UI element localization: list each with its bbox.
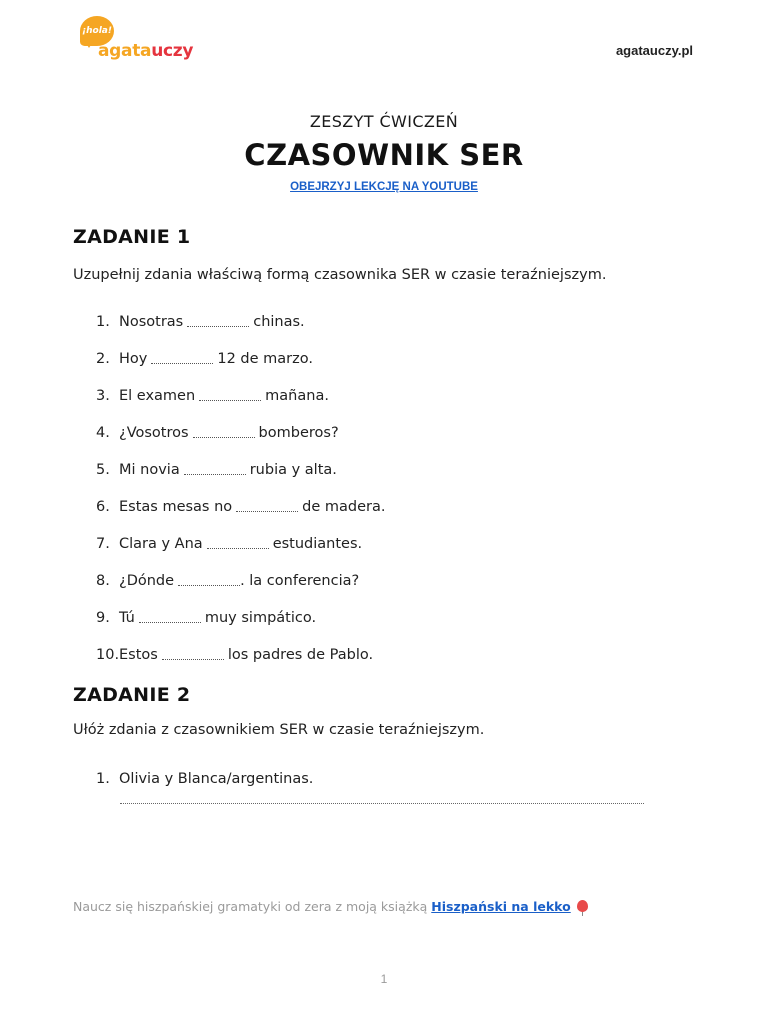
- answer-line[interactable]: [120, 803, 644, 804]
- answer-blank[interactable]: [178, 572, 240, 586]
- book-promo: [73, 899, 588, 914]
- answer-blank[interactable]: [187, 313, 249, 327]
- exercise-item: [96, 313, 386, 350]
- exercise-text-after: bomberos?: [258, 425, 339, 441]
- page-number: 1: [380, 972, 388, 986]
- exercise-number: 3.: [96, 388, 110, 404]
- exercise-item: [96, 461, 386, 498]
- exercise-text-before: Nosotras: [119, 314, 184, 330]
- exercise-item: [96, 424, 386, 461]
- document-title: CZASOWNIK SER: [244, 138, 524, 172]
- exercise-item: [96, 535, 386, 572]
- exercise-number: 5.: [96, 462, 110, 478]
- answer-blank[interactable]: [184, 461, 246, 475]
- exercise-text-before: El examen: [119, 388, 196, 404]
- exercise-text-after: estudiantes.: [272, 536, 363, 552]
- exercise-number: 10.: [96, 647, 120, 663]
- answer-blank[interactable]: [162, 646, 224, 660]
- logo-wordmark-part2: uczy: [151, 41, 194, 61]
- exercise-number: 1.: [96, 314, 110, 330]
- document-subtitle: ZESZYT ĆWICZEŃ: [309, 112, 459, 131]
- exercise-text-before: Mi novia: [119, 462, 180, 478]
- exercise-text-after: los padres de Pablo.: [227, 647, 374, 663]
- answer-blank[interactable]: [139, 609, 201, 623]
- exercise-text-after: de madera.: [302, 499, 386, 515]
- balloon-icon: [577, 900, 588, 913]
- task2-exercise-list: [96, 771, 313, 787]
- speech-bubble-tail: [84, 40, 94, 48]
- answer-blank[interactable]: [193, 424, 255, 438]
- book-link[interactable]: Hiszpański na lekko: [431, 899, 571, 914]
- exercise-text-after: rubia y alta.: [249, 462, 337, 478]
- exercise-text-before: Tú: [119, 610, 135, 626]
- agatauczy-logo[interactable]: [80, 14, 200, 66]
- logo-wordmark: [98, 41, 193, 61]
- exercise-number: 9.: [96, 610, 110, 626]
- exercise-text-before: Clara y Ana: [119, 536, 203, 552]
- task1-instruction: Uzupełnij zdania właściwą formą czasownika SER w czasie teraźniejszym.: [73, 267, 607, 283]
- exercise-text-after: muy simpático.: [204, 610, 317, 626]
- exercise-text-after: . la conferencia?: [240, 573, 360, 589]
- exercise-item: [96, 387, 386, 424]
- exercise-prompt: Olivia y Blanca/argentinas.: [119, 771, 314, 787]
- exercise-item: [96, 572, 386, 609]
- promo-text: Naucz się hiszpańskiej gramatyki od zera z moją książką: [73, 899, 432, 914]
- exercise-text-before: Estos: [119, 647, 158, 663]
- exercise-item: [96, 646, 386, 683]
- answer-blank[interactable]: [151, 350, 213, 364]
- answer-blank[interactable]: [199, 387, 261, 401]
- exercise-number: 4.: [96, 425, 110, 441]
- answer-blank[interactable]: [236, 498, 298, 512]
- logo-wordmark-part1: agata: [98, 41, 152, 61]
- exercise-item: [96, 350, 386, 387]
- exercise-text-before: ¿Vosotros: [119, 425, 189, 441]
- site-url[interactable]: agatauczy.pl: [615, 43, 693, 58]
- exercise-text-before: ¿Dónde: [119, 573, 175, 589]
- exercise-item: [96, 609, 386, 646]
- exercise-number: 8.: [96, 573, 110, 589]
- exercise-text-before: Hoy: [119, 351, 148, 367]
- exercise-text-after: mañana.: [265, 388, 329, 404]
- exercise-number: 2.: [96, 351, 110, 367]
- task1-exercise-list: [96, 313, 386, 683]
- exercise-text-after: chinas.: [253, 314, 305, 330]
- exercise-text-after: 12 de marzo.: [217, 351, 313, 367]
- exercise-number: 6.: [96, 499, 110, 515]
- exercise-number: 1.: [96, 771, 110, 787]
- answer-blank[interactable]: [207, 535, 269, 549]
- exercise-number: 7.: [96, 536, 110, 552]
- exercise-item: [96, 498, 386, 535]
- task2-instruction: Ułóż zdania z czasownikiem SER w czasie teraźniejszym.: [73, 722, 485, 738]
- task1-heading: ZADANIE 1: [73, 226, 191, 248]
- exercise-text-before: Estas mesas no: [119, 499, 233, 515]
- youtube-lesson-link[interactable]: OBEJRZYJ LEKCJĘ NA YOUTUBE: [290, 181, 478, 193]
- logo-bubble-text: ¡hola!: [82, 26, 112, 36]
- exercise-item: [96, 771, 313, 787]
- task2-heading: ZADANIE 2: [73, 684, 191, 706]
